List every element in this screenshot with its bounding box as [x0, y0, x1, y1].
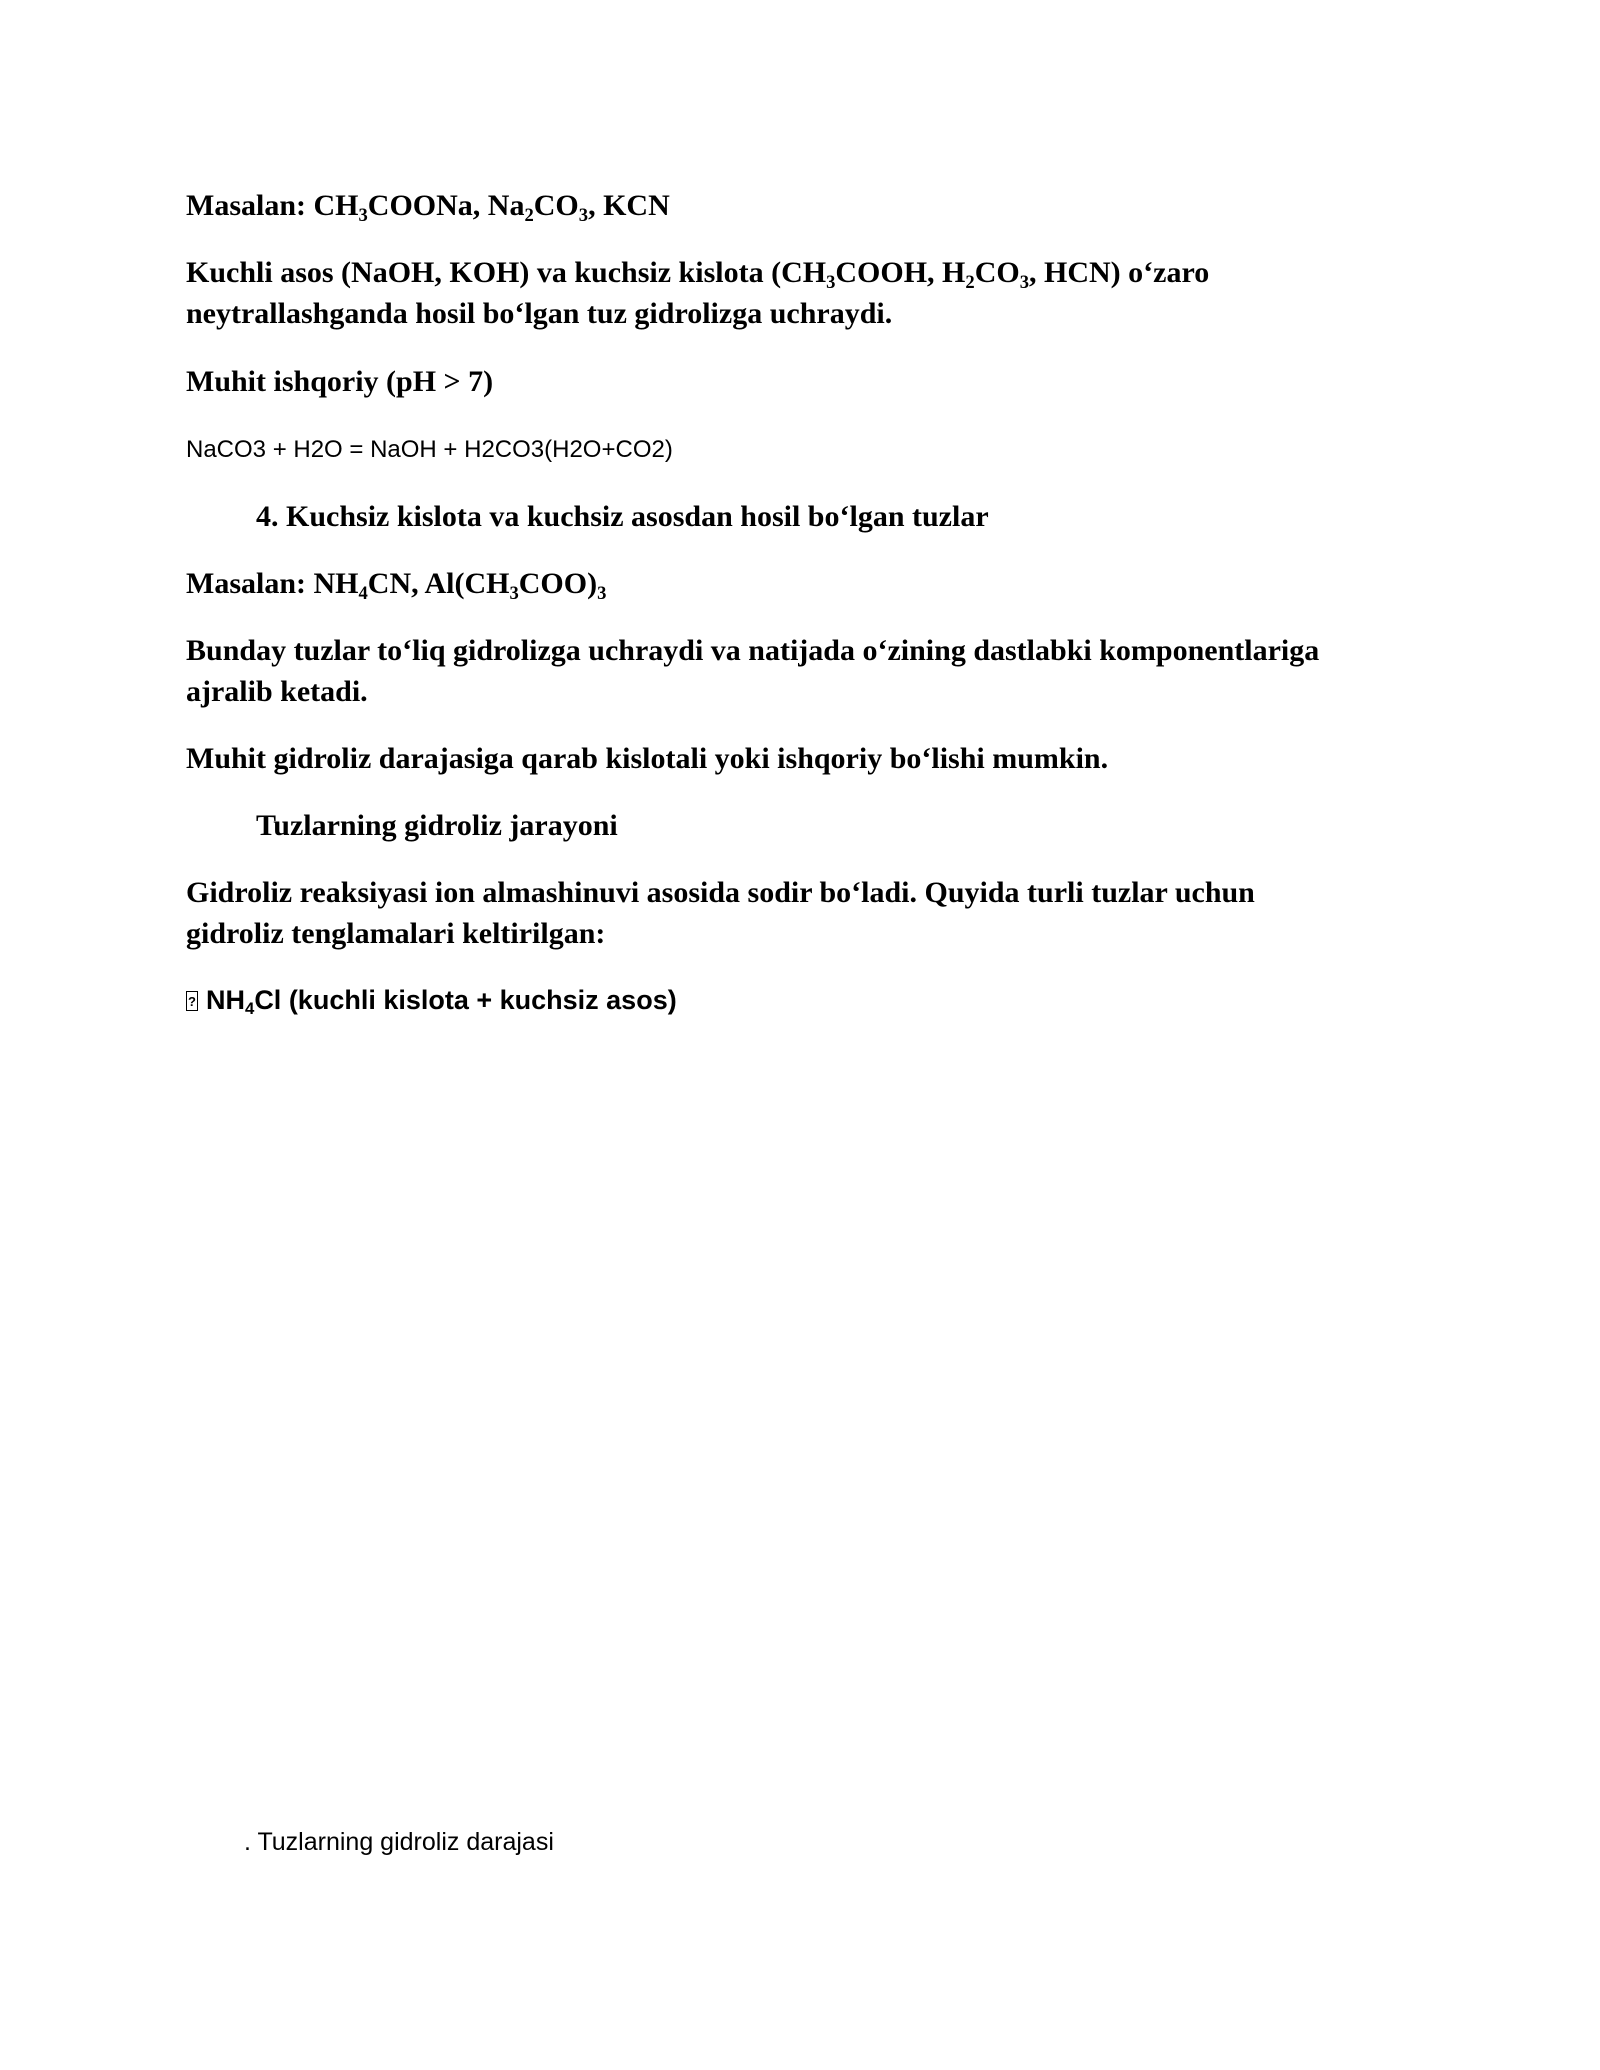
text: , KCN: [588, 189, 670, 222]
example-salts-line: [186, 185, 670, 226]
medium-depends-note: Muhit gidroliz darajasiga qarab kislotali yoki ishqoriy bo‘lishi mumkin.: [186, 742, 1109, 775]
text: Cl (kuchli kislota + kuchsiz asos): [254, 985, 677, 1015]
text: COO): [518, 567, 598, 600]
strong-base-weak-acid-line1: [186, 252, 1209, 293]
subscript: 3: [1019, 271, 1029, 293]
subscript: 4: [245, 999, 255, 1019]
subscript: 4: [358, 582, 368, 604]
subscript: 2: [524, 204, 534, 226]
text: , HCN) o‘zaro: [1028, 256, 1210, 289]
reaction-equation: NaCO3 + H2O = NaOH + H2CO3(H2O+CO2): [186, 436, 673, 463]
alkaline-medium-note: Muhit ishqoriy (pH > 7): [186, 365, 494, 398]
ammonium-chloride-item: [186, 980, 677, 1021]
example-salts-line-2: [186, 563, 606, 604]
text: CN, Al(CH: [367, 567, 510, 600]
text: CO: [974, 256, 1020, 289]
subscript: 2: [965, 271, 975, 293]
strong-base-weak-acid-line2: neytrallashganda hosil bo‘lgan tuz gidrolizga uchraydi.: [186, 297, 893, 330]
text: Masalan: NH: [186, 567, 359, 600]
subscript: 3: [509, 582, 519, 604]
text: CO: [533, 189, 579, 222]
subscript: 3: [826, 271, 836, 293]
hydrolysis-intro-line1: Gidroliz reaksiyasi ion almashinuvi asosida sodir bo‘ladi. Quyida turli tuzlar uchun: [186, 876, 1255, 909]
subscript: 3: [578, 204, 589, 226]
text: NH: [206, 985, 245, 1015]
text: COONa, Na: [367, 189, 525, 222]
text: Kuchli asos (NaOH, KOH) va kuchsiz kislota (CH: [186, 256, 827, 289]
section-heading-hydrolysis-process: Tuzlarning gidroliz jarayoni: [256, 809, 618, 842]
text: COOH, H: [835, 256, 966, 289]
subscript: 3: [358, 204, 368, 226]
hydrolysis-degree-heading: . Tuzlarning gidroliz darajasi: [244, 1828, 554, 1856]
text: Masalan: CH: [186, 189, 359, 222]
subscript: 3: [597, 582, 607, 604]
hydrolysis-intro-line2: gidroliz tenglamalari keltirilgan:: [186, 917, 606, 950]
section-heading-4: 4. Kuchsiz kislota va kuchsiz asosdan hosil bo‘lgan tuzlar: [256, 500, 989, 533]
full-hydrolysis-line1: Bunday tuzlar to‘liq gidrolizga uchraydi va natijada o‘zining dastlabki komponentlariga: [186, 634, 1320, 667]
full-hydrolysis-line2: ajralib ketadi.: [186, 675, 368, 708]
missing-glyph-icon: [186, 991, 198, 1011]
